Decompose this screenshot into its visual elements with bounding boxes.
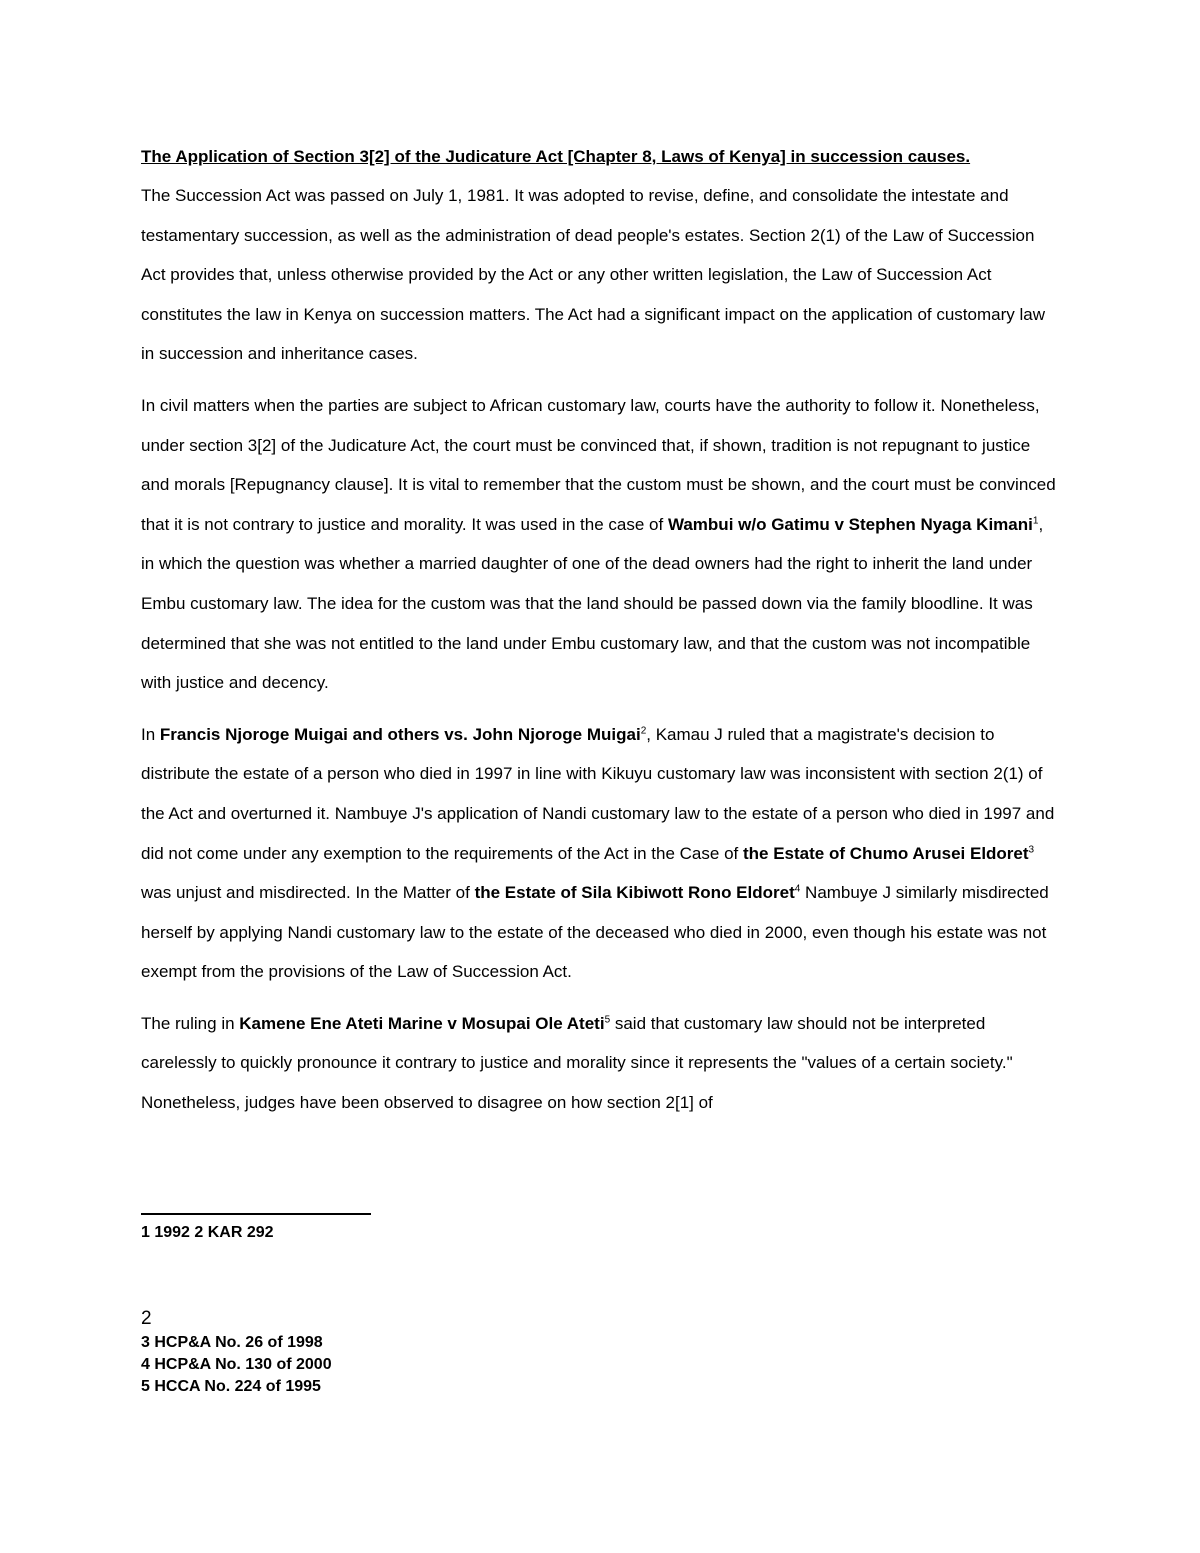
paragraph-text: The ruling in bbox=[141, 1013, 240, 1033]
paragraph-text: In civil matters when the parties are subject to African customary law, courts have the authority to follow it. Nonetheless, under section 3[2] of the Judicature Act, the court must be convinced that, if shown, tradition is not repugnant to justice and morals [Repugnancy clause]. It is vital to remember that the custom must be shown, and the court must be convinced that it is not contrary to justice and morality. It was used in the case of bbox=[141, 395, 1056, 534]
paragraph-text: was unjust and misdirected. In the Matter of bbox=[141, 883, 475, 903]
paragraph-text: Nambuye J similarly misdirected herself by applying Nandi customary law to the estate of the deceased who died in 2000, even though his estate was not exempt from the provisions of the Law of Succession Act. bbox=[141, 883, 1049, 982]
paragraph-1 bbox=[141, 176, 1061, 374]
document-body bbox=[141, 138, 1061, 1135]
footnote-5: 5 HCCA No. 224 of 1995 bbox=[141, 1378, 321, 1395]
paragraph-text: , in which the question was whether a married daughter of one of the dead owners had the right to inherit the land under Embu customary law. The idea for the custom was that the land should be passed down via the family bloodline. It was determined that she was not entitled to the land under Embu customary law, and that the custom was not incompatible with justice and decency. bbox=[141, 514, 1044, 693]
footnote-3: 3 HCP&A No. 26 of 1998 bbox=[141, 1334, 323, 1351]
paragraph-text: , Kamau J ruled that a magistrate's decision to distribute the estate of a person who died in 1997 in line with Kikuyu customary law was inconsistent with section 2(1) of the Act and overturned it. Nambuye J's application of Nandi customary law to the estate of a person who died in 1997 and did not come under any exemption to the requirements of the Act in the Case of bbox=[141, 724, 1055, 863]
footnote-2: 2 bbox=[141, 1308, 152, 1329]
footnote-1: 1 1992 2 KAR 292 bbox=[141, 1224, 274, 1241]
paragraph-3 bbox=[141, 715, 1061, 992]
footnote-spacer bbox=[141, 1244, 332, 1306]
case-citation: the Estate of Chumo Arusei Eldoret bbox=[742, 843, 1029, 863]
footnote-ref: 1 bbox=[1032, 515, 1039, 527]
footnote-ref: 5 bbox=[604, 1014, 611, 1026]
case-citation: the Estate of Sila Kibiwott Rono Eldoret bbox=[474, 883, 795, 903]
footnote-ref: 4 bbox=[794, 883, 801, 895]
footnotes bbox=[141, 1222, 332, 1398]
case-citation: Francis Njoroge Muigai and others vs. John Njoroge Muigai bbox=[159, 724, 641, 744]
case-citation: Wambui w/o Gatimu v Stephen Nyaga Kimani bbox=[667, 514, 1033, 534]
paragraph-text: In bbox=[141, 724, 160, 744]
footnote-ref: 3 bbox=[1028, 843, 1035, 855]
paragraph-container bbox=[141, 176, 1061, 1123]
footnote-4: 4 HCP&A No. 130 of 2000 bbox=[141, 1356, 332, 1373]
case-citation: Kamene Ene Ateti Marine v Mosupai Ole Ateti bbox=[239, 1013, 605, 1033]
paragraph-text: said that customary law should not be interpreted carelessly to quickly pronounce it contrary to justice and morality since it represents the "values of a certain society." Nonetheless, judges have been observed to disagree on how section 2[1] of bbox=[141, 1013, 1013, 1113]
document-title: The Application of Section 3[2] of the Judicature Act [Chapter 8, Laws of Kenya] in succession causes. bbox=[141, 147, 971, 166]
footnote-separator bbox=[141, 1213, 371, 1215]
paragraph-text: The Succession Act was passed on July 1, 1981. It was adopted to revise, define, and consolidate the intestate and testamentary succession, as well as the administration of dead people's estates. Section 2(1) of the Law of Succession Act provides that, unless otherwise provided by the Act or any other written legislation, the Law of Succession Act constitutes the law in Kenya on succession matters. The Act had a significant impact on the application of customary law in succession and inheritance cases. bbox=[141, 186, 1045, 364]
paragraph-2 bbox=[141, 386, 1061, 703]
paragraph-4 bbox=[141, 1004, 1061, 1123]
footnote-ref: 2 bbox=[640, 725, 647, 737]
